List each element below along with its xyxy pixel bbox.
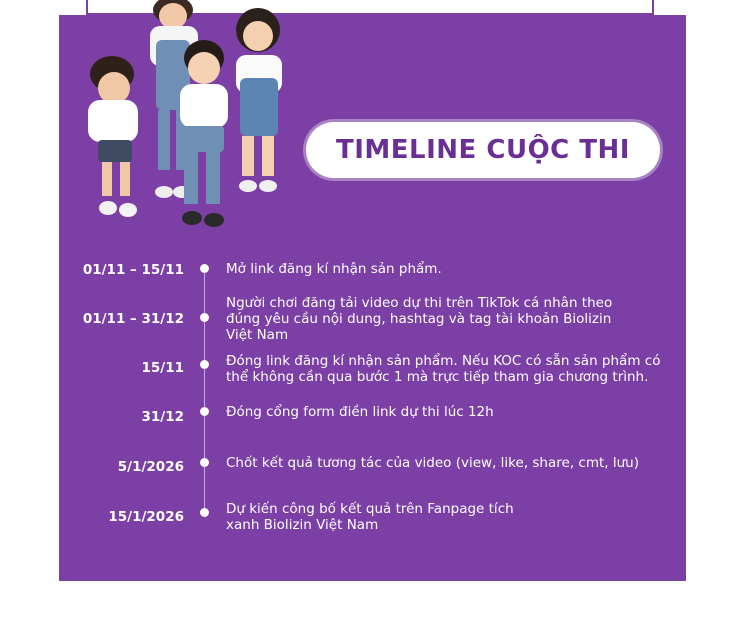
timeline-line bbox=[204, 268, 205, 515]
timeline-dot bbox=[200, 360, 209, 369]
timeline-date: 15/1/2026 bbox=[108, 509, 184, 525]
timeline-text: Người chơi đăng tải video dự thi trên TikTok cá nhân theo đúng yêu cầu nội dung, hashtag và tag tài khoản Biolizin Việt Nam bbox=[226, 295, 613, 343]
timeline-text: Đóng cổng form điền link dự thi lúc 12h bbox=[226, 404, 494, 420]
timeline-text: Đóng link đăng kí nhận sản phẩm. Nếu KOC có sẵn sản phẩm có thể không cần qua bước 1 mà trực tiếp tham gia chương trình. bbox=[226, 353, 661, 385]
page-title: TIMELINE CUỘC THI bbox=[336, 135, 630, 165]
timeline-text: Mở link đăng kí nhận sản phẩm. bbox=[226, 261, 442, 277]
title-pill bbox=[306, 122, 660, 178]
children-photo bbox=[70, 0, 310, 240]
timeline-date: 01/11 – 15/11 bbox=[82, 262, 184, 278]
timeline-dot bbox=[200, 264, 209, 273]
timeline-date: 01/11 – 31/12 bbox=[82, 311, 184, 327]
timeline-dot bbox=[200, 407, 209, 416]
timeline-text: Dự kiến công bố kết quả trên Fanpage tích xanh Biolizin Việt Nam bbox=[226, 501, 514, 533]
timeline-dot bbox=[200, 508, 209, 517]
timeline-dot bbox=[200, 458, 209, 467]
timeline-date: 31/12 bbox=[141, 409, 184, 425]
timeline-date: 5/1/2026 bbox=[117, 459, 184, 475]
timeline-text: Chốt kết quả tương tác của video (view, like, share, cmt, lưu) bbox=[226, 455, 639, 471]
timeline-dot bbox=[200, 313, 209, 322]
timeline-date: 15/11 bbox=[141, 360, 184, 376]
